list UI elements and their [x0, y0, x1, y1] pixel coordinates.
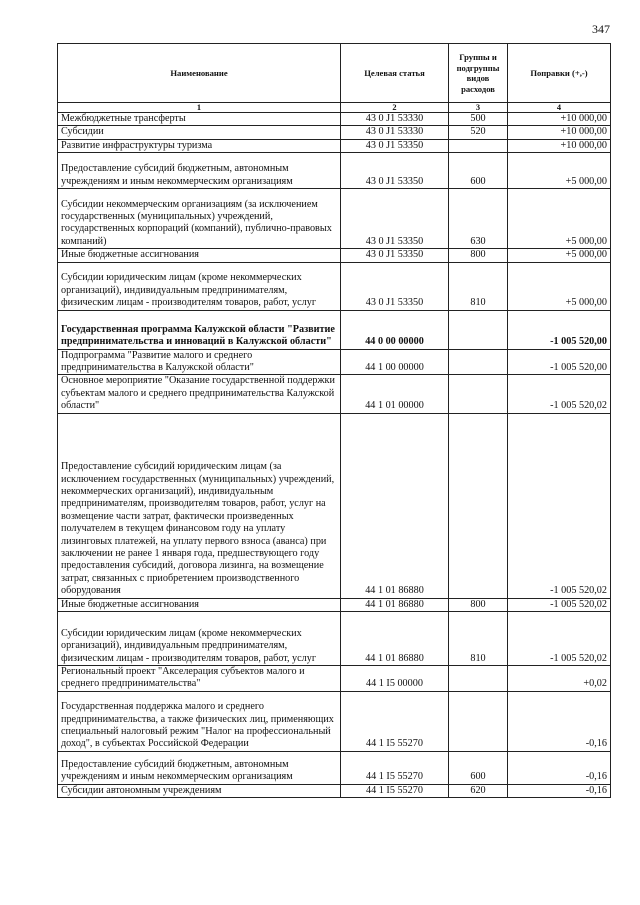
row-expense-group: [449, 413, 508, 598]
row-amendment-amount: -0,16: [508, 691, 611, 751]
column-index-row: [58, 103, 611, 113]
row-amendment-amount: -1 005 520,02: [508, 598, 611, 611]
row-name: Субсидии автономным учреждениям: [58, 784, 341, 797]
row-name: Предоставление субсидий бюджетным, автономным учреждениям и иным некоммерческим организациям: [58, 153, 341, 189]
row-expense-group: 800: [449, 249, 508, 262]
row-amendment-amount: +10 000,00: [508, 139, 611, 152]
row-expense-group: [449, 310, 508, 349]
table-row: [58, 612, 611, 666]
row-target-code: 43 0 J1 53350: [341, 153, 449, 189]
row-target-code: 43 0 J1 53330: [341, 126, 449, 139]
table-row: [58, 262, 611, 310]
row-target-code: 44 1 01 86880: [341, 612, 449, 666]
row-expense-group: [449, 139, 508, 152]
column-index: 3: [449, 103, 508, 113]
row-name: Региональный проект "Акселерация субъектов малого и среднего предпринимательства": [58, 666, 341, 692]
row-expense-group: 620: [449, 784, 508, 797]
row-amendment-amount: -1 005 520,02: [508, 612, 611, 666]
row-name: Субсидии: [58, 126, 341, 139]
row-amendment-amount: -1 005 520,02: [508, 375, 611, 413]
row-amendment-amount: +5 000,00: [508, 249, 611, 262]
table-body: [58, 113, 611, 798]
row-expense-group: 810: [449, 612, 508, 666]
column-index: 1: [58, 103, 341, 113]
row-name: Субсидии некоммерческим организациям (за исключением государственных (муниципальных) учреждений, государственных корпораций (компаний), публично-правовых компаний): [58, 189, 341, 249]
row-amendment-amount: -1 005 520,02: [508, 413, 611, 598]
row-name: Иные бюджетные ассигнования: [58, 249, 341, 262]
row-target-code: 44 1 I5 55270: [341, 691, 449, 751]
row-target-code: 44 0 00 00000: [341, 310, 449, 349]
row-name: Предоставление субсидий бюджетным, автономным учреждениям и иным некоммерческим организациям: [58, 751, 341, 784]
header-group: Группы и подгруппы видов расходов: [449, 44, 508, 103]
row-name: Межбюджетные трансферты: [58, 113, 341, 126]
table-row: [58, 349, 611, 375]
table-row: [58, 413, 611, 598]
row-expense-group: 630: [449, 189, 508, 249]
budget-amendments-table: [57, 43, 611, 798]
header-row: [58, 44, 611, 103]
row-target-code: 43 0 J1 53350: [341, 189, 449, 249]
row-expense-group: 800: [449, 598, 508, 611]
row-target-code: 43 0 J1 53350: [341, 139, 449, 152]
row-target-code: 44 1 00 00000: [341, 349, 449, 375]
row-amendment-amount: +5 000,00: [508, 189, 611, 249]
table-row: [58, 751, 611, 784]
row-target-code: 43 0 J1 53350: [341, 262, 449, 310]
table-row: [58, 113, 611, 126]
row-expense-group: 520: [449, 126, 508, 139]
page-number: 347: [592, 22, 610, 36]
row-target-code: 43 0 J1 53350: [341, 249, 449, 262]
table-row: [58, 139, 611, 152]
row-amendment-amount: +5 000,00: [508, 153, 611, 189]
table-row: [58, 126, 611, 139]
row-name: Субсидии юридическим лицам (кроме некоммерческих организаций), индивидуальным предпринимателям, физическим лицам - производителям товаров, работ, услуг: [58, 262, 341, 310]
row-amendment-amount: +10 000,00: [508, 113, 611, 126]
column-index: 2: [341, 103, 449, 113]
table-row: [58, 691, 611, 751]
header-name: Наименование: [58, 44, 341, 103]
row-name: Предоставление субсидий юридическим лицам (за исключением государственных (муниципальных) учреждений, некоммерческих организаций), индивидуальным предпринимателям, производителям товаров, работ, услуг на возмещение части затрат, фактически произведенных получателем в текущем финансовом году на уплату лизинговых платежей, на уплату первого взноса (аванса) при заключении не ранее 1 января года, предшествующего году предоставления субсидий, договора лизинга, на возмещение затрат, связанных с приобретением производственного оборудования: [58, 413, 341, 598]
row-expense-group: 600: [449, 751, 508, 784]
row-expense-group: 500: [449, 113, 508, 126]
row-name: Государственная программа Калужской области "Развитие предпринимательства и инноваций в Калужской области": [58, 310, 341, 349]
row-target-code: 44 1 I5 00000: [341, 666, 449, 692]
row-name: Субсидии юридическим лицам (кроме некоммерческих организаций), индивидуальным предпринимателям, физическим лицам - производителям товаров, работ, услуг: [58, 612, 341, 666]
row-expense-group: [449, 375, 508, 413]
row-amendment-amount: -0,16: [508, 784, 611, 797]
row-amendment-amount: +5 000,00: [508, 262, 611, 310]
table-row: [58, 598, 611, 611]
row-expense-group: 810: [449, 262, 508, 310]
table-row: [58, 375, 611, 413]
row-target-code: 44 1 01 86880: [341, 413, 449, 598]
row-name: Развитие инфраструктуры туризма: [58, 139, 341, 152]
row-expense-group: [449, 349, 508, 375]
row-amendment-amount: -0,16: [508, 751, 611, 784]
row-amendment-amount: +10 000,00: [508, 126, 611, 139]
table-row: [58, 153, 611, 189]
row-target-code: 44 1 I5 55270: [341, 784, 449, 797]
row-amendment-amount: +0,02: [508, 666, 611, 692]
row-amendment-amount: -1 005 520,00: [508, 310, 611, 349]
row-expense-group: [449, 666, 508, 692]
row-amendment-amount: -1 005 520,00: [508, 349, 611, 375]
table-row: [58, 666, 611, 692]
table-row: [58, 189, 611, 249]
row-target-code: 44 1 I5 55270: [341, 751, 449, 784]
header-amendment: Поправки (+,-): [508, 44, 611, 103]
row-expense-group: [449, 691, 508, 751]
row-target-code: 44 1 01 86880: [341, 598, 449, 611]
column-index: 4: [508, 103, 611, 113]
row-name: Подпрограмма "Развитие малого и среднего предпринимательства в Калужской области": [58, 349, 341, 375]
row-name: Государственная поддержка малого и среднего предпринимательства, а также физических лиц, применяющих специальный налоговый режим "Налог на профессиональный доход", в субъектах Российской Федерации: [58, 691, 341, 751]
row-target-code: 43 0 J1 53330: [341, 113, 449, 126]
row-name: Иные бюджетные ассигнования: [58, 598, 341, 611]
row-expense-group: 600: [449, 153, 508, 189]
table-row: [58, 249, 611, 262]
table-row: [58, 784, 611, 797]
row-name: Основное мероприятие "Оказание государственной поддержки субъектам малого и среднего предпринимательства Калужской области": [58, 375, 341, 413]
row-target-code: 44 1 01 00000: [341, 375, 449, 413]
header-target: Целевая статья: [341, 44, 449, 103]
table-row: [58, 310, 611, 349]
